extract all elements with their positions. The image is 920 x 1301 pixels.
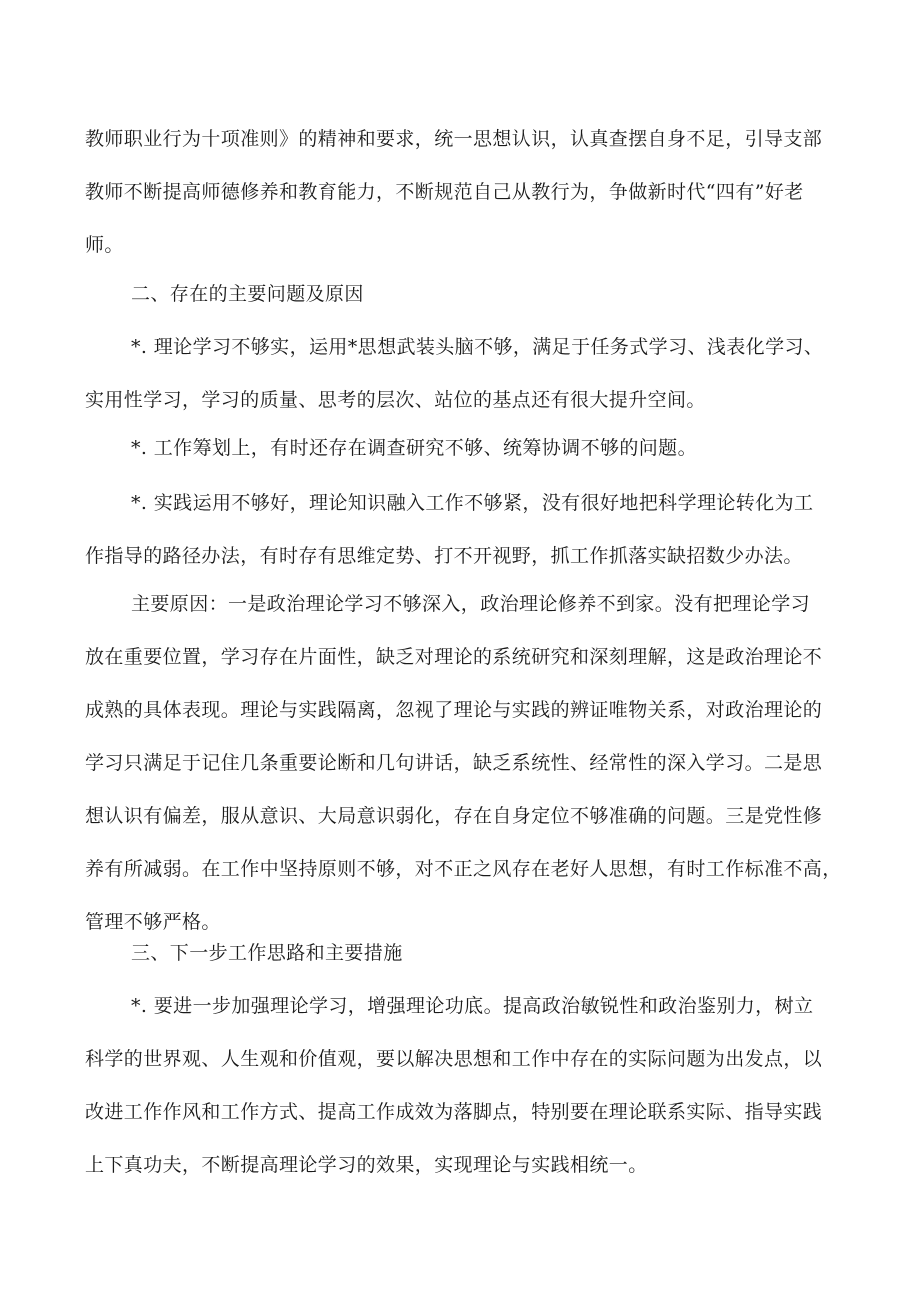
text-line: *. 实践运用不够好，理论知识融入工作不够紧，没有很好地把科学理论转化为工	[131, 492, 814, 514]
text-line: *. 要进一步加强理论学习，增强理论功底。提高政治敏锐性和政治鉴别力，树立	[131, 995, 814, 1017]
text-line: 师。	[85, 234, 124, 256]
text-line: 教师不断提高师德修养和教育能力，不断规范自己从教行为，争做新时代“四有”好老	[85, 181, 804, 203]
text-line: *. 理论学习不够实，运用*思想武装头脑不够，满足于任务式学习、浅表化学习、	[131, 336, 824, 358]
text-line: 想认识有偏差，服从意识、大局意识弱化，存在自身定位不够准确的问题。三是党性修	[85, 805, 823, 827]
text-line: 主要原因：一是政治理论学习不够深入，政治理论修养不到家。没有把理论学习	[131, 593, 811, 615]
text-line: 管理不够严格。	[85, 911, 221, 933]
paragraph-problem-1	[85, 321, 837, 427]
text-line: 上下真功夫，不断提高理论学习的效果，实现理论与实践相统一。	[85, 1154, 648, 1176]
text-line: 实用性学习，学习的质量、思考的层次、站位的基点还有很大提升空间。	[85, 389, 706, 411]
text-line: 作指导的路径办法，有时存有思维定势、打不开视野，抓工作抓落实缺招数少办法。	[85, 545, 803, 567]
paragraph-measure-1	[85, 980, 837, 1192]
text-line: 成熟的具体表现。理论与实践隔离，忽视了理论与实践的辨证唯物关系，对政治理论的	[85, 699, 823, 721]
text-line: *. 工作筹划上，有时还存在调查研究不够、统筹协调不够的问题。	[131, 437, 697, 459]
heading-text: 三、下一步工作思路和主要措施	[131, 942, 403, 964]
text-line: 放在重要位置，学习存在片面性，缺乏对理论的系统研究和深刻理解，这是政治理论不	[85, 646, 823, 668]
text-line: 科学的世界观、人生观和价值观，要以解决思想和工作中存在的实际问题为出发点，以	[85, 1048, 823, 1070]
section-heading-problems	[85, 268, 837, 321]
text-line: 教师职业行为十项准则》的精神和要求，统一思想认识，认真查摆自身不足，引导支部	[85, 128, 823, 150]
paragraph-problem-3	[85, 477, 837, 583]
paragraph-intro-continuation	[85, 113, 837, 272]
text-line: 养有所减弱。在工作中坚持原则不够，对不正之风存在老好人思想，有时工作标准不高，	[85, 858, 842, 880]
paragraph-main-reasons	[85, 578, 842, 949]
heading-text: 二、存在的主要问题及原因	[131, 283, 364, 305]
text-line: 学习只满足于记住几条重要论断和几句讲话，缺乏系统性、经常性的深入学习。二是思	[85, 752, 823, 774]
text-line: 改进工作作风和工作方式、提高工作成效为落脚点，特别要在理论联系实际、指导实践	[85, 1101, 823, 1123]
section-heading-next-steps	[85, 927, 837, 980]
paragraph-problem-2	[85, 422, 837, 475]
